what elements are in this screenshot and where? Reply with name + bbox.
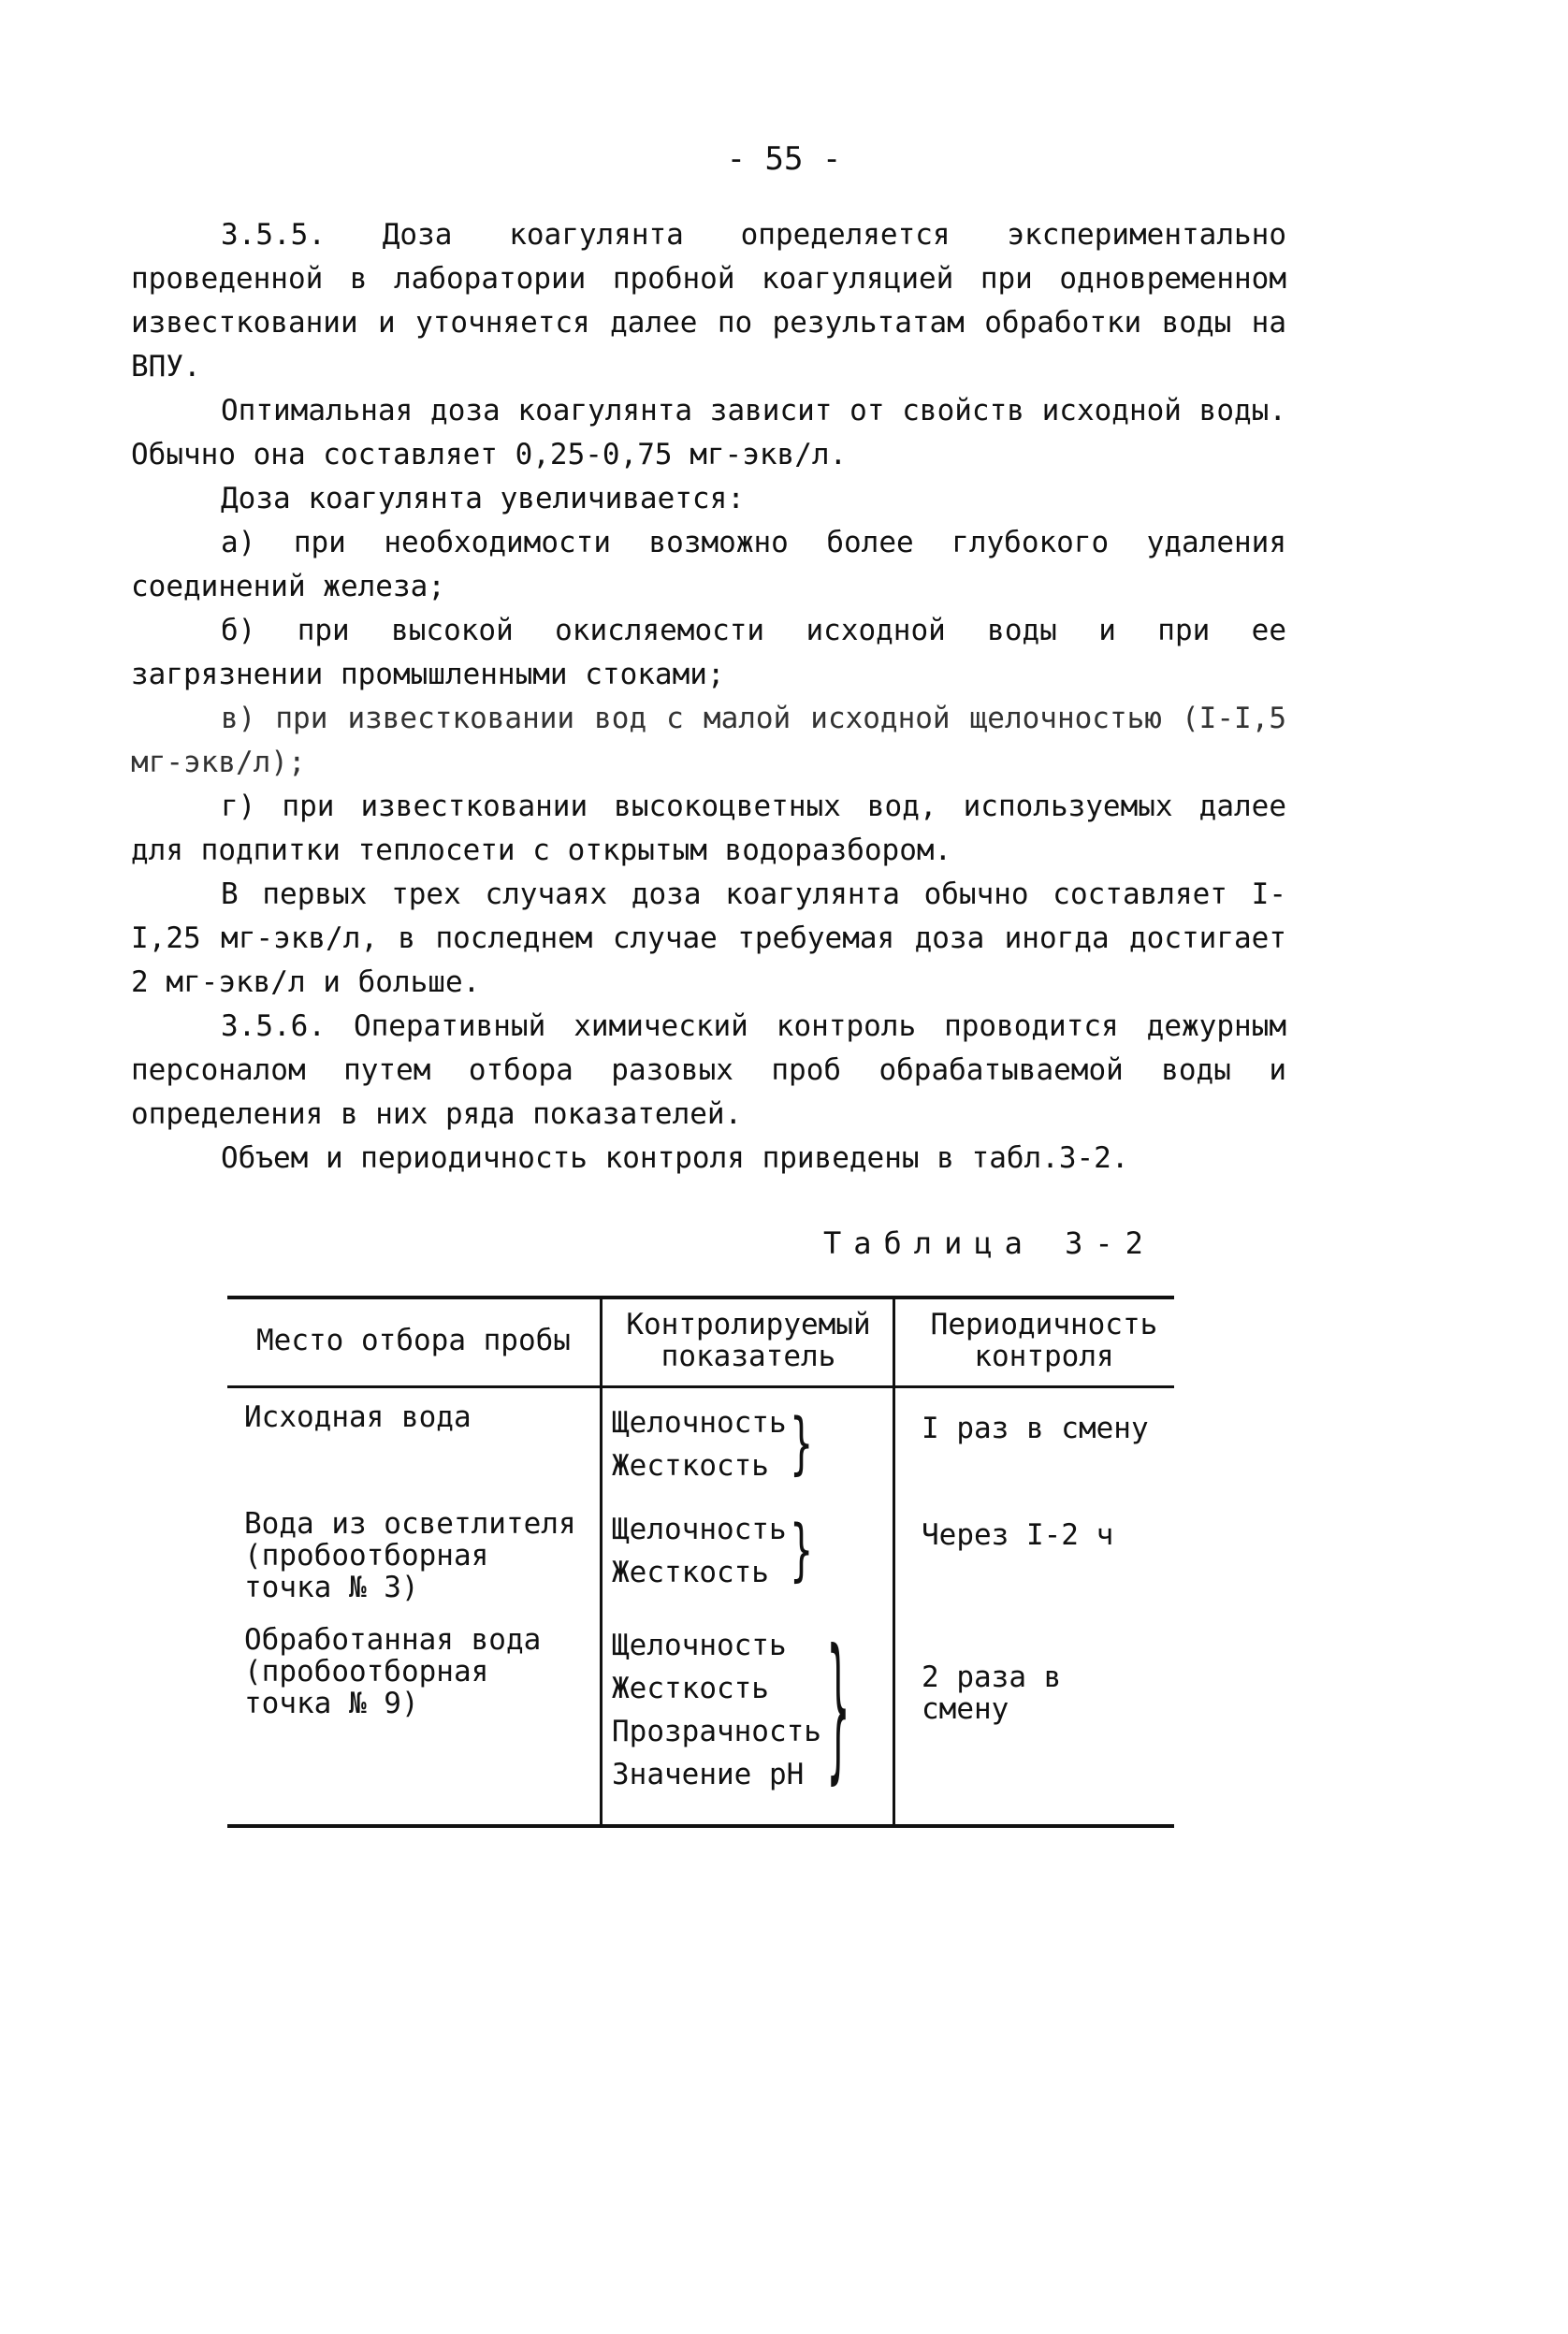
header-sampling-place: Место отбора пробы	[227, 1297, 602, 1387]
right-brace-icon: }	[826, 1619, 850, 1801]
indicator-item: Значение pH	[612, 1758, 805, 1791]
table-row	[227, 1387, 1174, 1496]
paragraph-dose-increases: Доза коагулянта увеличивается:	[221, 482, 745, 515]
cell-period: Через I-2 ч	[922, 1518, 1114, 1552]
header-periodicity: Периодичность контроля	[894, 1297, 1175, 1387]
indicator-item: Прозрачность	[612, 1715, 821, 1748]
indicator-item: Щелочность	[612, 1629, 787, 1662]
paragraph-table-reference: Объем и периодичность контроля приведены в табл.3-2.	[221, 1141, 1129, 1175]
page-number: - 55 -	[726, 140, 842, 178]
paragraph-3-5-6: 3.5.6. Оперативный химический контроль проводится дежурным персоналом путем отбора разовых проб обрабатываемой воды и определения в них ряда показателей.	[131, 1009, 1286, 1131]
cell-indicators	[602, 1495, 894, 1611]
list-item-v: в) при известковании вод с малой исходной щелочностью (I-I,5 мг-экв/л);	[131, 702, 1286, 779]
table-caption: Таблица 3-2	[823, 1225, 1155, 1261]
cell-period: 2 раза в смену	[894, 1611, 1175, 1826]
paragraph-first-three-cases: В первых трех случаях доза коагулянта обычно составляет I-I,25 мг-экв/л, в последнем случае требуемая доза иногда достигает 2 мг-экв/л и больше.	[131, 877, 1286, 999]
cell-place: Обработанная вода (пробоотборная точка № 9)	[227, 1611, 602, 1826]
list-item-g: г) при известковании высокоцветных вод, используемых далее для подпитки теплосети с открытым водоразбором.	[131, 790, 1286, 867]
table-header-row	[227, 1297, 1174, 1387]
cell-place: Вода из осветлителя (пробоотборная точка № 3)	[244, 1507, 576, 1604]
list-item-a: а) при необходимости возможно более глубокого удаления соединений железа;	[131, 526, 1286, 603]
list-item-b: б) при высокой окисляемости исходной воды и при ее загрязнении промышленными стоками;	[131, 614, 1286, 691]
cell-indicators	[602, 1611, 894, 1826]
cell-period: I раз в смену	[922, 1412, 1149, 1445]
table-row	[227, 1495, 1174, 1611]
indicator-item: Щелочность	[612, 1513, 787, 1546]
paragraph-3-5-5: 3.5.5. Доза коагулянта определяется экспериментально проведенной в лаборатории пробной коагуляцией при одновременном известковании и уточняется далее по результатам обработки воды на ВПУ.	[131, 218, 1286, 384]
right-brace-icon: }	[790, 1405, 813, 1484]
header-indicator: Контролируемый показатель	[602, 1297, 894, 1387]
right-brace-icon: }	[790, 1512, 813, 1590]
control-table	[227, 1296, 1174, 1828]
paragraph-optimal-dose: Оптимальная доза коагулянта зависит от свойств исходной воды. Обычно она составляет 0,25-0,75 мг-экв/л.	[131, 394, 1286, 471]
indicator-item: Щелочность	[612, 1406, 787, 1440]
indicator-item: Жесткость	[612, 1449, 769, 1483]
indicator-item: Жесткость	[612, 1556, 769, 1589]
body-text	[131, 213, 1286, 1181]
cell-indicators	[602, 1387, 894, 1496]
table-row	[227, 1611, 1174, 1826]
indicator-item: Жесткость	[612, 1672, 769, 1705]
cell-place: Исходная вода	[244, 1400, 472, 1434]
